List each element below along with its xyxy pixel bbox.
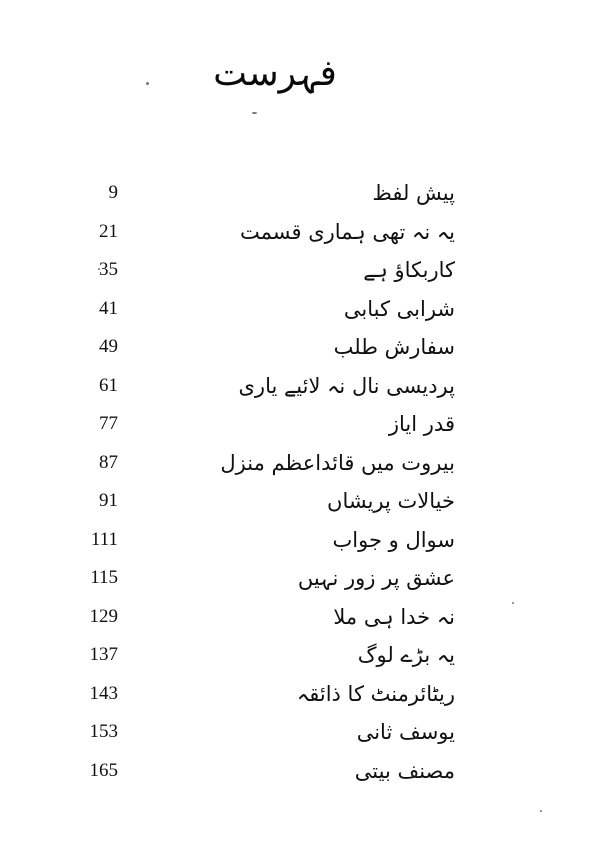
entry-title: ریٹائرمنٹ کا ذائقہ bbox=[296, 681, 455, 706]
contents-entry bbox=[0, 754, 600, 792]
entry-page-number: 143 bbox=[89, 682, 118, 704]
contents-entry bbox=[0, 677, 600, 715]
entry-page-number: 41 bbox=[99, 297, 118, 319]
contents-entry bbox=[0, 330, 600, 368]
paper-speck bbox=[146, 82, 149, 85]
entry-page-number: 21 bbox=[99, 220, 118, 242]
contents-entry bbox=[0, 176, 600, 214]
entry-title: پردیسی نال نہ لائیے یاری bbox=[238, 373, 455, 398]
entry-title: سوال و جواب bbox=[332, 527, 455, 552]
entry-page-number: 87 bbox=[99, 451, 118, 473]
entry-title: پیش لفظ bbox=[372, 181, 455, 205]
entry-title: بیروت میں قائداعظم منزل bbox=[220, 450, 455, 475]
entry-title: نہ خدا ہی ملا bbox=[333, 604, 455, 629]
contents-entry bbox=[0, 292, 600, 330]
contents-entry bbox=[0, 715, 600, 753]
entry-page-number: 137 bbox=[89, 644, 118, 665]
entry-page-number: 77 bbox=[99, 413, 118, 434]
entry-title: یوسف ثانی bbox=[356, 720, 455, 744]
page-title: فہرست bbox=[213, 53, 337, 94]
contents-entry bbox=[0, 446, 600, 484]
entry-title: کاربکاؤ ہے bbox=[363, 258, 455, 282]
contents-entry bbox=[0, 407, 600, 445]
entry-page-number: 165 bbox=[89, 759, 118, 781]
contents-entry bbox=[0, 600, 600, 638]
entry-title: سفارش طلب bbox=[333, 335, 455, 359]
paper-speck bbox=[252, 112, 257, 114]
entry-page-number: 9 bbox=[108, 182, 118, 203]
entry-page-number: 111 bbox=[90, 528, 118, 550]
contents-entry bbox=[0, 369, 600, 407]
entry-title: عشق پر زور نہیں bbox=[297, 566, 455, 590]
entry-title: مصنف بیتی bbox=[354, 758, 455, 783]
contents-entry bbox=[0, 253, 600, 291]
entry-page-number: 153 bbox=[89, 721, 118, 742]
entry-page-number: 129 bbox=[89, 605, 118, 627]
entry-title: شرابی کبابی bbox=[343, 296, 455, 321]
contents-entry bbox=[0, 638, 600, 676]
entry-page-number: 49 bbox=[99, 336, 118, 357]
entry-page-number: 61 bbox=[99, 374, 118, 396]
entry-page-number: 35 bbox=[99, 259, 118, 280]
entry-title: قدر ایاز bbox=[388, 412, 455, 436]
contents-entry bbox=[0, 523, 600, 561]
entry-page-number: 91 bbox=[99, 490, 118, 511]
entry-page-number: 115 bbox=[90, 567, 118, 588]
entry-title: خیالات پریشاں bbox=[327, 489, 455, 513]
entry-title: یہ بڑے لوگ bbox=[357, 643, 455, 667]
contents-entry bbox=[0, 561, 600, 599]
entry-title: یہ نہ تھی ہماری قسمت bbox=[240, 219, 455, 244]
paper-speck bbox=[540, 810, 542, 812]
contents-entry bbox=[0, 215, 600, 253]
contents-entry bbox=[0, 484, 600, 522]
